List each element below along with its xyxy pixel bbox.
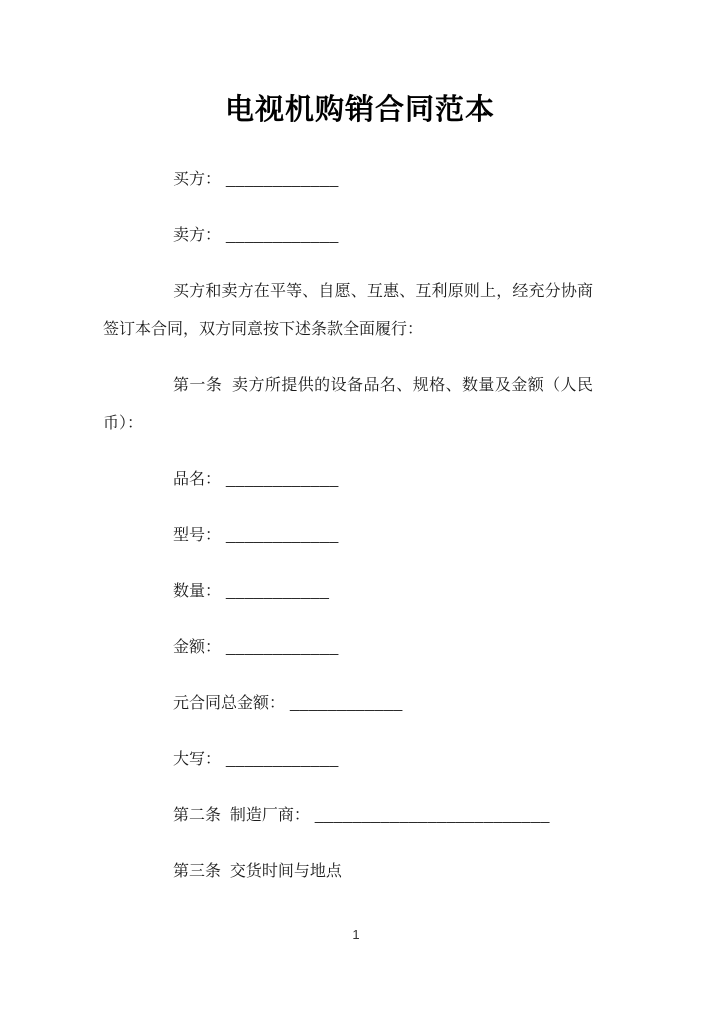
quantity-label: 数量：: [173, 583, 222, 600]
buyer-line: [103, 161, 593, 199]
amount-blank: ____________: [226, 639, 339, 656]
quantity-blank: ___________: [226, 583, 330, 600]
amount-in-words-blank: ____________: [226, 751, 339, 768]
document-title: 电视机购销合同范本: [224, 94, 495, 126]
page-footer: [0, 926, 712, 944]
amount-label: 金额：: [173, 639, 222, 656]
seller-label: 卖方：: [173, 227, 222, 244]
clause2-manufacturer-label: 第二条 制造厂商：: [173, 807, 310, 824]
field-product-name: [103, 461, 593, 499]
seller-line: [103, 217, 593, 255]
field-amount: [103, 629, 593, 667]
clause3-line: 第三条 交货时间与地点: [173, 863, 342, 880]
buyer-label: 买方：: [173, 171, 222, 188]
field-model: [103, 517, 593, 555]
field-contract-total: [103, 685, 593, 723]
clause1-paragraph: 第一条 卖方所提供的设备品名、规格、数量及金额（人民币）：: [103, 377, 593, 432]
product-name-label: 品名：: [173, 471, 222, 488]
seller-blank: ____________: [226, 227, 339, 244]
field-quantity: [103, 573, 593, 611]
clause2-line: [103, 797, 593, 835]
buyer-blank: ____________: [226, 171, 339, 188]
contract-total-label: 元合同总金额：: [173, 695, 286, 712]
product-name-blank: ____________: [226, 471, 339, 488]
model-blank: ____________: [226, 527, 339, 544]
model-label: 型号：: [173, 527, 222, 544]
page-number: 1: [352, 927, 360, 942]
manufacturer-blank: _________________________: [314, 807, 550, 824]
amount-in-words-label: 大写：: [173, 751, 222, 768]
preamble-paragraph: 买方和卖方在平等、自愿、互惠、互利原则上，经充分协商签订本合同，双方同意按下述条款全面履行：: [103, 283, 593, 338]
contract-total-blank: ____________: [290, 695, 403, 712]
field-amount-in-words: [103, 741, 593, 779]
